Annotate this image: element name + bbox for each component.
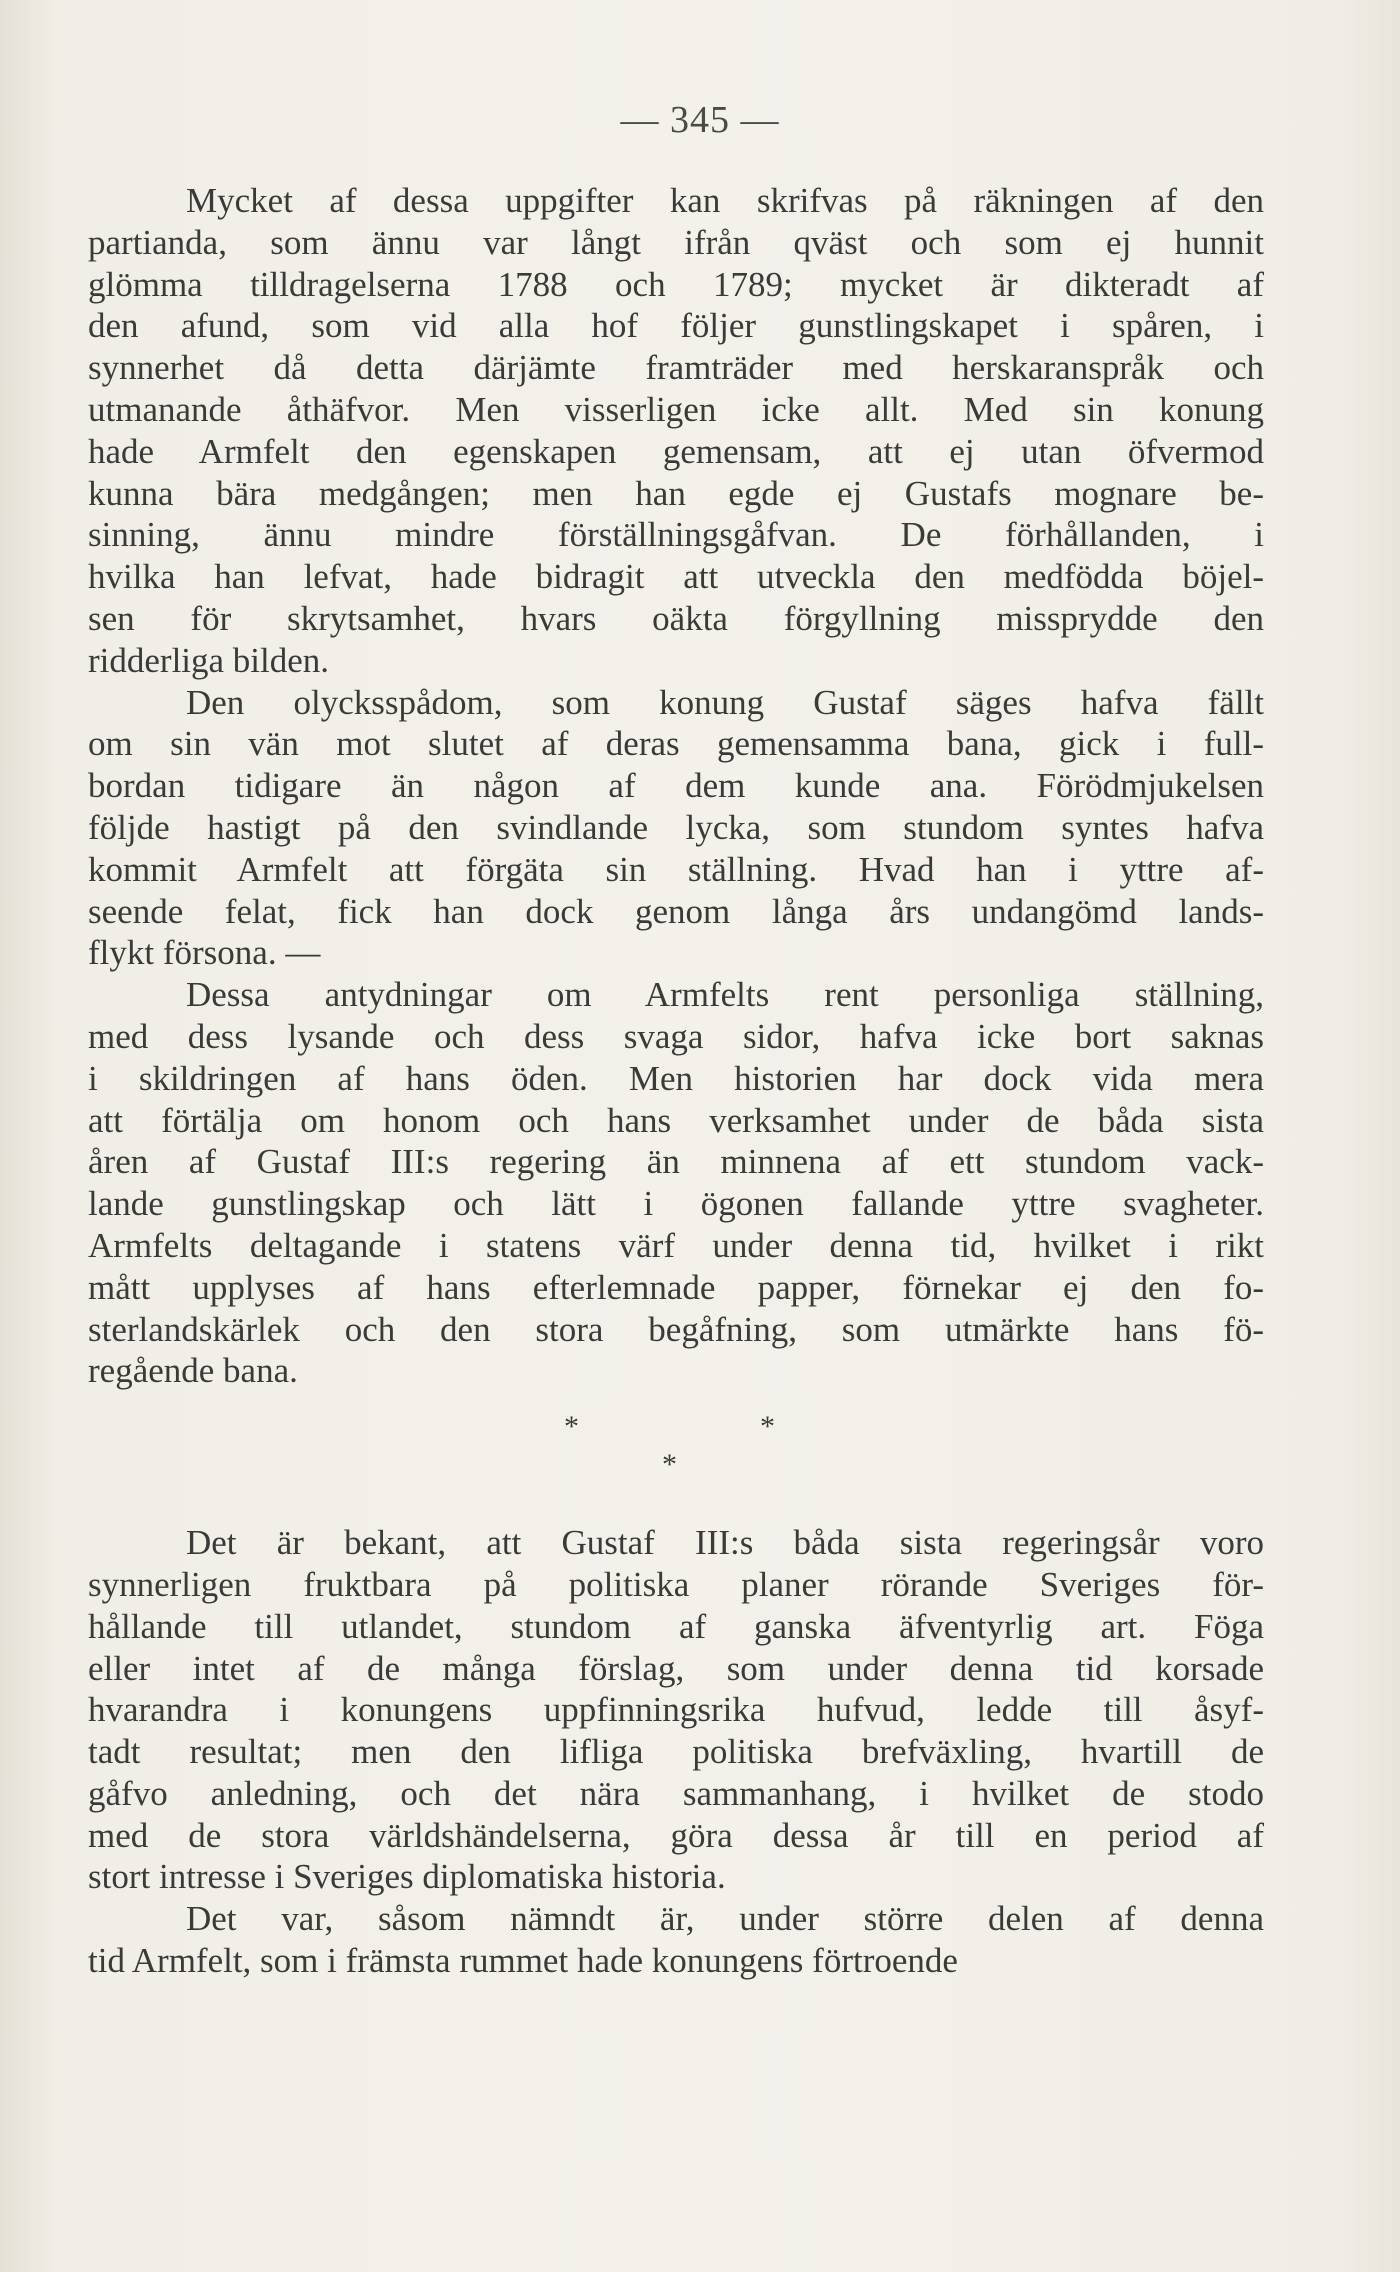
text-line: Mycket af dessa uppgifter kan skrifvas på räkningen af den [186,181,1264,220]
text-line: sterlandskärlek och den stora begåfning, som utmärkte hans fö- [88,1309,1264,1349]
text-line: seende felat, fick han dock genom långa års undangömd lands- [88,891,1264,931]
text-line: partianda, som ännu var långt ifrån qväst och som ej hunnit [88,222,1264,262]
text-line: sinning, ännu mindre förställningsgåfvan. De förhållanden, i [88,515,1264,555]
text-line: lande gunstlingskap och lätt i ögonen fallande yttre svagheter. [88,1184,1264,1224]
asterisk-mark: * [760,1410,775,1444]
text-line: hållande till utlandet, stundom af ganska äfventyrlig art. Föga [88,1606,1264,1646]
section-before-break [88,180,1264,1392]
text-line: om sin vän mot slutet af deras gemensamma bana, gick i full- [88,724,1264,764]
text-line: Den olycksspådom, som konung Gustaf säges hafva fällt [186,682,1264,722]
text-line: glömma tilldragelserna 1788 och 1789; mycket är dikteradt af [88,264,1264,304]
asterisk-mark: * [564,1410,579,1444]
text-line: hvilka han lefvat, hade bidragit att utveckla den medfödda böjel- [88,557,1264,597]
section-break [88,1392,1264,1522]
page-number: — 345 — [620,99,780,141]
text-line: kommit Armfelt att förgäta sin ställning. Hvad han i yttre af- [88,849,1264,889]
asterisk-mark: * [662,1448,677,1482]
text-line: hade Armfelt den egenskapen gemensam, att ej utan öfvermod [88,431,1264,471]
text-line: hvarandra i konungens uppfinningsrika hufvud, ledde till åsyf- [88,1690,1264,1730]
text-line: bordan tidigare än någon af dem kunde ana. Förödmjukelsen [88,766,1264,806]
text-line: i skildringen af hans öden. Men historien har dock vida mera [88,1058,1264,1098]
text-line: stort intresse i Sveriges diplomatiska historia. [88,1857,726,1897]
paragraph [88,974,1264,1392]
text-line: Det är bekant, att Gustaf III:s båda sista regeringsår voro [186,1523,1264,1563]
paragraph [88,180,1264,682]
text-line: regående bana. [88,1351,298,1391]
text-line: Dessa antydningar om Armfelts rent personliga ställning, [186,975,1264,1015]
text-line: flykt försona. — [88,933,321,973]
text-line: med de stora världshändelserna, göra dessa år till en period af [88,1815,1264,1855]
text-line: med dess lysande och dess svaga sidor, hafva icke bort saknas [88,1016,1264,1056]
text-line: tid Armfelt, som i främsta rummet hade konungens förtroende [88,1941,958,1981]
paragraph [88,1898,1264,1982]
paragraph [88,1522,1264,1898]
text-line: följde hastigt på den svindlande lycka, som stundom syntes hafva [88,807,1264,847]
text-line: kunna bära medgången; men han egde ej Gustafs mognare be- [88,473,1264,513]
text-line: synnerligen fruktbara på politiska planer rörande Sveriges för- [88,1564,1264,1604]
text-line: ridderliga bilden. [88,640,330,680]
text-line: eller intet af de många förslag, som under denna tid korsade [88,1648,1264,1688]
text-line: synnerhet då detta därjämte framträder med herskaranspråk och [88,348,1264,388]
text-line: att förtälja om honom och hans verksamhet under de båda sista [88,1100,1264,1140]
text-line: den afund, som vid alla hof följer gunstlingskapet i spåren, i [88,306,1264,346]
paragraph [88,682,1264,975]
text-line: sen för skrytsamhet, hvars oäkta förgyllning missprydde den [88,598,1264,638]
text-line: gåfvo anledning, och det nära sammanhang, i hvilket de stodo [88,1773,1264,1813]
body-text [88,180,1264,1982]
text-line: Det var, såsom nämndt är, under större delen af denna [186,1899,1264,1939]
text-line: åren af Gustaf III:s regering än minnena af ett stundom vack- [88,1142,1264,1182]
text-line: Armfelts deltagande i statens värf under denna tid, hvilket i rikt [88,1225,1264,1265]
text-line: utmanande åthäfvor. Men visserligen icke allt. Med sin konung [88,389,1264,429]
section-after-break [88,1522,1264,1982]
text-line: tadt resultat; men den lifliga politiska brefväxling, hvartill de [88,1732,1264,1772]
text-line: mått upplyses af hans efterlemnade papper, förnekar ej den fo- [88,1267,1264,1307]
